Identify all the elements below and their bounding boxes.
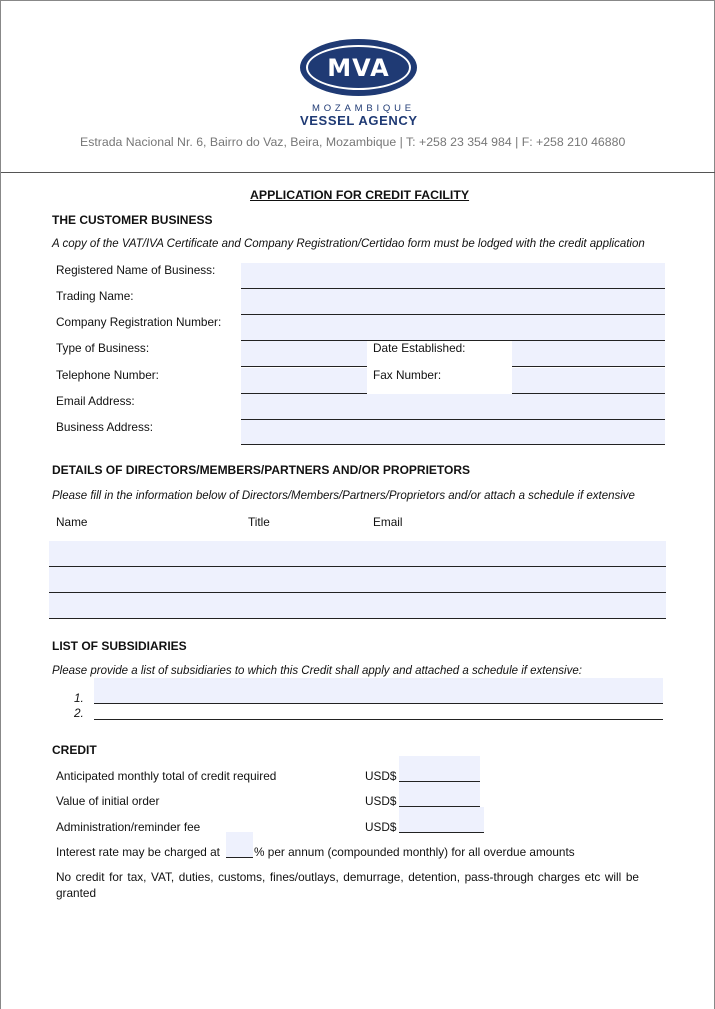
company-reg-label: Company Registration Number:	[56, 315, 222, 329]
trading-name-field[interactable]	[241, 289, 665, 315]
customer-heading: THE CUSTOMER BUSINESS	[52, 213, 213, 227]
subsidiary-field-1[interactable]	[94, 678, 663, 704]
subsidiary-number-1: 1.	[74, 691, 84, 705]
currency-label: USD$	[365, 769, 397, 783]
currency-label: USD$	[365, 794, 397, 808]
interest-rate-suffix: % per annum (compounded monthly) for all overdue amounts	[254, 845, 575, 859]
no-credit-text: No credit for tax, VAT, duties, customs, fines/outlays, demurrage, detention, pass-through charges etc will be	[56, 870, 639, 884]
date-established-label: Date Established:	[373, 341, 466, 355]
fax-field[interactable]	[512, 368, 665, 394]
business-address-label: Business Address:	[56, 420, 154, 434]
credit-heading: CREDIT	[52, 743, 97, 757]
directors-note: Please fill in the information below of Directors/Members/Partners/Proprietors and/or attach a schedule if extensive	[52, 490, 635, 502]
subsidiary-field-2[interactable]	[94, 719, 663, 720]
initial-order-field[interactable]	[399, 782, 480, 807]
email-field[interactable]	[241, 394, 665, 420]
trading-name-label: Trading Name:	[56, 289, 134, 303]
subsidiaries-heading: LIST OF SUBSIDIARIES	[52, 639, 187, 653]
business-address-field[interactable]	[241, 420, 665, 445]
subsidiaries-note: Please provide a list of subsidiaries to which this Credit shall apply and attached a schedule if extensive:	[52, 665, 582, 677]
admin-fee-label: Administration/reminder fee	[56, 820, 201, 834]
header-divider	[1, 172, 715, 173]
logo-name: VESSEL AGENCY	[300, 113, 418, 128]
directors-heading: DETAILS OF DIRECTORS/MEMBERS/PARTNERS AND/OR PROPRIETORS	[52, 463, 471, 477]
telephone-label: Telephone Number:	[56, 368, 159, 382]
type-of-business-label: Type of Business:	[56, 341, 150, 355]
subsidiary-number-2: 2.	[74, 706, 84, 720]
directors-col-email: Email	[373, 515, 403, 529]
no-credit-text-cont: granted	[56, 886, 97, 900]
company-address: Estrada Nacional Nr. 6, Bairro do Vaz, Beira, Mozambique | T: +258 23 354 984 | F: +258 210 46880	[80, 135, 626, 149]
registered-name-label: Registered Name of Business:	[56, 263, 216, 277]
interest-rate-label: Interest rate may be charged at	[56, 845, 220, 859]
fax-label: Fax Number:	[373, 368, 442, 382]
customer-note: A copy of the VAT/IVA Certificate and Company Registration/Certidao form must be lodged with the credit application	[52, 238, 645, 250]
registered-name-field[interactable]	[241, 263, 665, 289]
initial-order-label: Value of initial order	[56, 794, 160, 808]
company-reg-field[interactable]	[241, 315, 665, 341]
email-label: Email Address:	[56, 394, 135, 408]
currency-label: USD$	[365, 820, 397, 834]
admin-fee-field[interactable]	[399, 807, 484, 833]
directors-col-title: Title	[248, 515, 270, 529]
telephone-field[interactable]	[241, 368, 367, 394]
logo-mark: MVA	[306, 45, 411, 90]
directors-col-name: Name	[56, 515, 88, 529]
form-title: APPLICATION FOR CREDIT FACILITY	[250, 188, 470, 202]
director-row[interactable]	[49, 541, 666, 567]
monthly-total-field[interactable]	[399, 756, 480, 782]
director-row[interactable]	[49, 593, 666, 619]
logo-subtitle: MOZAMBIQUE	[312, 103, 415, 114]
company-logo	[300, 39, 417, 96]
type-of-business-field[interactable]	[241, 341, 367, 367]
interest-rate-field[interactable]	[226, 832, 253, 858]
monthly-total-label: Anticipated monthly total of credit required	[56, 769, 277, 783]
director-row[interactable]	[49, 567, 666, 593]
date-established-field[interactable]	[512, 341, 665, 367]
